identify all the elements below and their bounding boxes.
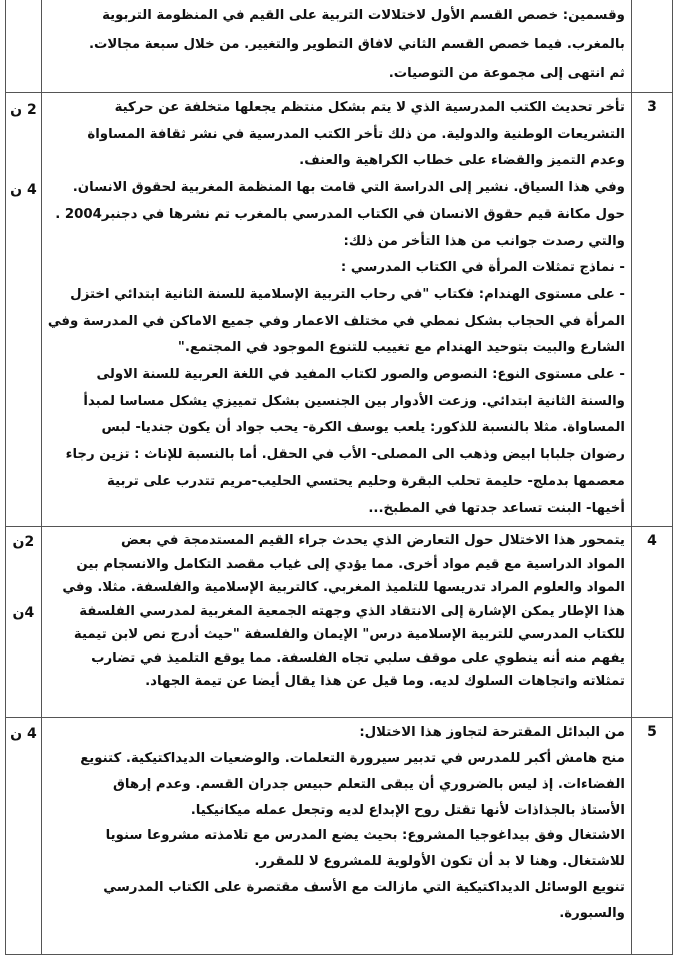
row-number-cell <box>631 527 672 718</box>
row-number-cell <box>631 93 672 527</box>
text-line: المواد والعلوم المراد تدريسها للتلميذ المغربي. كالتربية الإسلامية والفلسفة. مثلا. وفي <box>62 580 625 596</box>
text-line: تأخر تحديث الكتب المدرسية الذي لا يتم بشكل منتظم يجعلها متخلفة عن حركية <box>114 100 625 115</box>
text-line: أخيها- البنت تساعد جدتها في المطبخ... <box>368 500 625 516</box>
text-line: التشريعات الوطنية والدولية. من ذلك تأخر الكتب المدرسية في نشر ثقافة المساواة <box>87 126 625 142</box>
table-row <box>6 527 673 718</box>
score-mark: 4ن <box>12 604 35 621</box>
text-line: المواد الدراسية مع قيم مواد أخرى. مما يؤدي إلى غياب مقصد التكامل والانسجام بين <box>76 556 625 572</box>
text-line: تنويع الوسائل الديداكتيكية التي مازالت مع الأسف مقتصرة على الكتاب المدرسي <box>103 880 625 896</box>
text-line: والسنة الثانية ابتدائي. وزعت الأدوار بين الجنسين بشكل تمييزي يشكل مساسا لمبدأ <box>83 393 625 409</box>
text-cell <box>41 718 631 955</box>
text-line: الاشتغال وفق بيداغوجيا المشروع: بحيث يضع المدرس مع تلامذته مشروعا سنويا <box>105 828 625 844</box>
text-line: والتي رصدت جوانب من هذا التأخر من ذلك: <box>343 233 625 249</box>
text-line: وعدم التميز والقضاء على خطاب الكراهية والعنف. <box>299 153 625 169</box>
score-cell <box>6 0 42 93</box>
text-line: يتمحور هذا الاختلال حول التعارض الذي يحدث جراء القيم المستدمجة في بعض <box>121 533 625 549</box>
text-line: للكتاب المدرسي للتربية الإسلامية درس" الإيمان والفلسفة "حيث أدرج نص لابن تيمية <box>73 627 625 643</box>
text-line: المرأة في الحجاب بشكل نمطي في مختلف الاعمار وفي جميع الاماكن في المدرسة وفي <box>47 313 625 329</box>
table-row <box>6 718 673 955</box>
text-line: هذا الإطار يمكن الإشارة إلى الانتقاد الذي وجهته الجمعية المغربية لمدرسي الفلسفة <box>79 603 625 619</box>
text-line: - نماذج تمثلات المرأة في الكتاب المدرسي : <box>340 260 625 276</box>
score-mark: 2ن <box>12 534 35 551</box>
score-cell <box>6 718 42 955</box>
row-number-cell <box>631 718 672 955</box>
text-line: - على مستوى الهندام: فكتاب "في رحاب التربية الإسلامية للسنة الثانية ابتدائي اختزل <box>70 286 625 302</box>
text-line: من البدائل المقترحة لتجاوز هذا الاختلال: <box>359 725 625 741</box>
score-cell <box>6 527 42 718</box>
text-cell <box>41 0 631 93</box>
text-line: - على مستوى النوع: النصوص والصور لكتاب المفيد في اللغة العربية للسنة الاولى <box>96 367 625 383</box>
text-line: معصمها بدملج- حليمة تحلب البقرة وحليم يحتسي الحليب-مريم تتدرب على تربية <box>107 473 625 489</box>
row-number: 3 <box>647 99 657 115</box>
document-table <box>5 0 673 955</box>
row-number-cell <box>631 0 672 93</box>
text-cell <box>41 527 631 718</box>
text-line: منح هامش أكبر للمدرس في تدبير سيرورة التعلمات. والوضعيات الديداكتيكية. كتنويع <box>80 751 625 767</box>
row-number: 5 <box>647 724 657 741</box>
text-line: المساواة. مثلا بالنسبة للذكور: يلعب يوسف الكرة- يحب جواد أن يكون جنديا- لبس <box>101 420 625 436</box>
text-cell <box>41 93 631 527</box>
text-line: وفي هذا السياق. نشير إلى الدراسة التي قامت بها المنظمة المغربية لحقوق الانسان. <box>72 180 625 196</box>
text-line: ثم انتهى إلى مجموعة من التوصيات. <box>388 66 625 81</box>
score-mark: 4 ن <box>10 726 37 743</box>
row-number: 4 <box>647 533 657 550</box>
score-mark: 4 ن <box>10 182 37 199</box>
table-row <box>6 0 673 93</box>
row-number <box>632 0 672 5</box>
text-line: رضوان جلبابا ابيض وذهب الى المصلى- الأب في الحقل. أما بالنسبة للإناث : تزين رجاء <box>65 447 625 463</box>
text-line: تمثلاته واتجاهات السلوك لديه. وما قيل عن هذا يقال أيضا عن تيمة الجهاد. <box>145 674 625 690</box>
text-line: الشارع والبيت بتوحيد الهندام مع تغييب للتنوع الموجود في المجتمع." <box>177 340 625 356</box>
text-line: بالمغرب. فيما خصص القسم الثاني لافاق التطوير والتغيير. من خلال سبعة مجالات. <box>88 37 625 52</box>
text-line: للاشتغال. وهنا لا بد أن تكون الأولوية للمشروع لا للمقرر. <box>254 854 625 870</box>
text-line: وقسمين: خصص القسم الأول لاختلالات التربية على القيم في المنظومة التربوية <box>102 8 625 23</box>
score-mark: 2 ن <box>10 102 37 118</box>
text-line: حول مكانة قيم حقوق الانسان في الكتاب المدرسي بالمغرب تم نشرها في دجنبر2004 . <box>55 206 625 222</box>
text-line: الأستاذ بالجذاذات لأنها تقتل روح الإبداع لديه وتجعل عمله ميكانيكيا. <box>190 802 625 818</box>
text-line: والسبورة. <box>559 905 625 921</box>
text-line: يفهم منه أنه ينطوي على موقف سلبي تجاه الفلسفة. مما يوقع التلميذ في تضارب <box>91 650 625 666</box>
text-line: الفضاءات. إذ ليس بالضروري أن يبقى التعلم حبيس جدران القسم. وعدم إرهاق <box>112 776 625 792</box>
score-cell <box>6 93 42 527</box>
table-row <box>6 93 673 527</box>
